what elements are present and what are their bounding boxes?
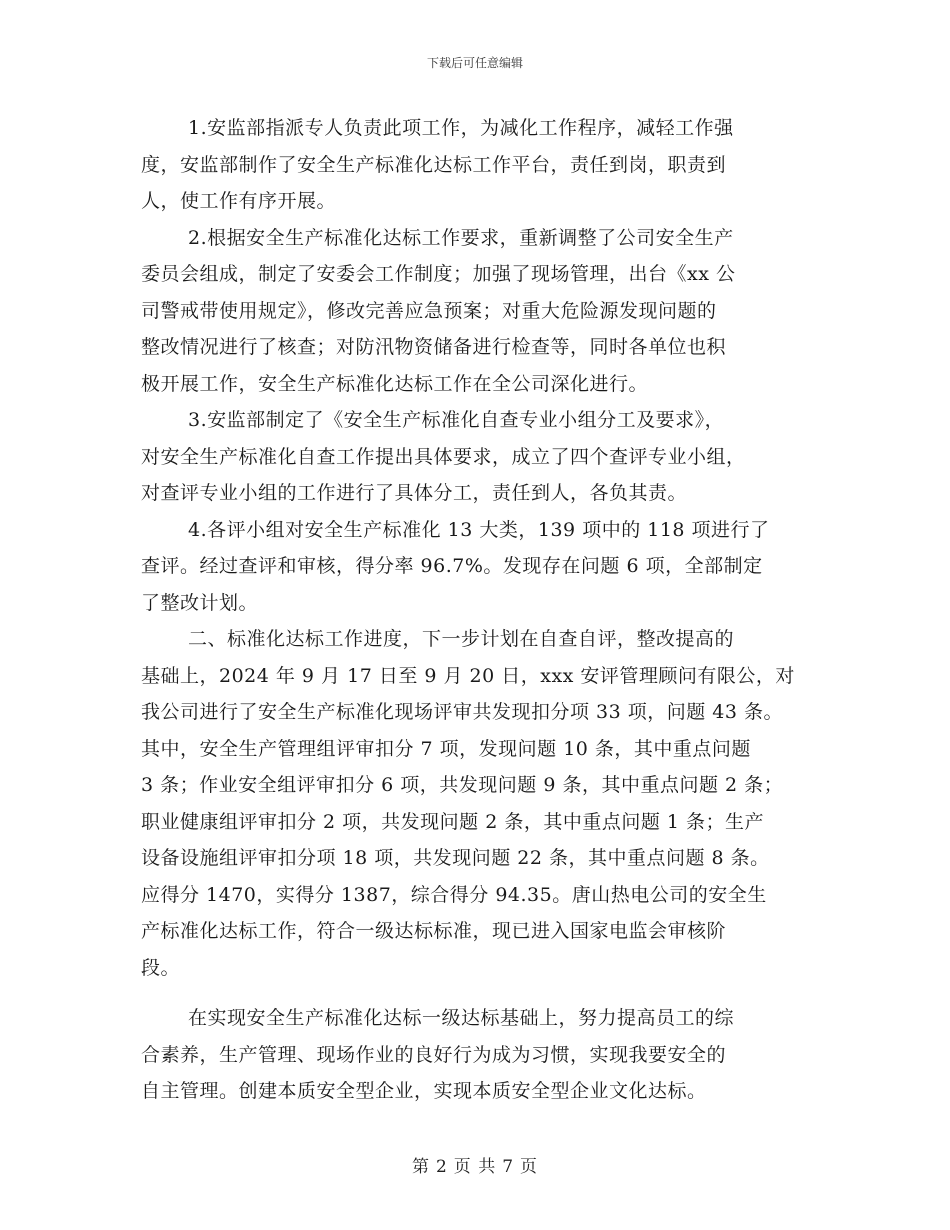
- text-line: 人，使工作有序开展。: [141, 190, 337, 212]
- text-line: 3 条；作业安全组评审扣分 6 项，共发现问题 9 条，其中重点问题 2 条；: [141, 774, 784, 796]
- text-line: 3.安监部制定了《安全生产标准化自查专业小组分工及要求》，: [188, 409, 725, 431]
- text-line: 段。: [141, 956, 181, 979]
- text-line: 委员会组成，制定了安委会工作制度；加强了现场管理，出台《xx 公: [141, 263, 736, 285]
- text-line: 职业健康组评审扣分 2 项，共发现问题 2 条，其中重点问题 1 条；生产: [141, 810, 765, 833]
- text-line: 司警戒带使用规定》，修改完善应急预案；对重大危险源发现问题的: [141, 299, 717, 322]
- text-line: 对安全生产标准化自查工作提出具体要求，成立了四个查评专业小组，: [141, 445, 746, 468]
- text-line: 合素养，生产管理、现场作业的良好行为成为习惯，实现我要安全的: [141, 1043, 727, 1066]
- text-line: 1.安监部指派专人负责此项工作，为减化工作程序，减轻工作强: [188, 117, 734, 139]
- text-line: 二、标准化达标工作进度，下一步计划在自查自评，整改提高的: [188, 628, 735, 650]
- paragraph-3: [141, 402, 821, 512]
- paragraph-1: [141, 110, 821, 220]
- paragraph-4: [141, 512, 821, 622]
- document-body: [141, 110, 821, 1110]
- paragraph-5: [141, 621, 821, 986]
- paragraph-6: [141, 1000, 821, 1110]
- text-line: 其中，安全生产管理组评审扣分 7 项，发现问题 10 条，其中重点问题: [141, 737, 751, 760]
- page-footer: [0, 1152, 950, 1177]
- footer-middle: 页 共: [453, 1157, 497, 1177]
- current-page-number: 2: [435, 1157, 448, 1177]
- text-line: 查评。经过查评和审核，得分率 96.7%。发现存在问题 6 项，全部制定: [141, 555, 763, 577]
- text-line: 产标准化达标工作，符合一级达标标准，现已进入国家电监会审核阶: [141, 920, 727, 942]
- text-line: 在实现安全生产标准化达标一级达标基础上，努力提高员工的综: [188, 1007, 735, 1029]
- text-line: 应得分 1470，实得分 1387，综合得分 94.35。唐山热电公司的安全生: [141, 883, 767, 906]
- paragraph-2: [141, 220, 821, 403]
- text-line: 对查评专业小组的工作进行了具体分工，责任到人，各负其责。: [141, 482, 688, 504]
- total-pages-number: 7: [502, 1157, 515, 1177]
- text-line: 2.根据安全生产标准化达标工作要求，重新调整了公司安全生产: [188, 226, 734, 249]
- text-line: 极开展工作，安全生产标准化达标工作在全公司深化进行。: [141, 372, 649, 395]
- footer-suffix: 页: [520, 1157, 539, 1177]
- text-line: 了整改计划。: [141, 591, 259, 614]
- page-header: 下载后可任意编辑: [426, 56, 523, 70]
- text-line: 设备设施组评审扣分项 18 项，共发现问题 22 条，其中重点问题 8 条。: [141, 847, 770, 869]
- text-line: 整改情况进行了核查；对防汛物资储备进行检查等，同时各单位也积: [141, 336, 727, 358]
- text-line: 度，安监部制作了安全生产标准化达标工作平台，责任到岗，职责到: [141, 153, 727, 176]
- text-line: 4.各评小组对安全生产标准化 13 大类，139 项中的 118 项进行了: [188, 518, 770, 541]
- footer-prefix: 第: [411, 1157, 430, 1177]
- text-line: 我公司进行了安全生产标准化现场评审共发现扣分项 33 项，问题 43 条。: [141, 701, 784, 723]
- text-line: 基础上，2024 年 9 月 17 日至 9 月 20 日，xxx 安评管理顾问有限公，对: [141, 664, 795, 687]
- text-line: 自主管理。创建本质安全型企业，实现本质安全型企业文化达标。: [141, 1080, 707, 1102]
